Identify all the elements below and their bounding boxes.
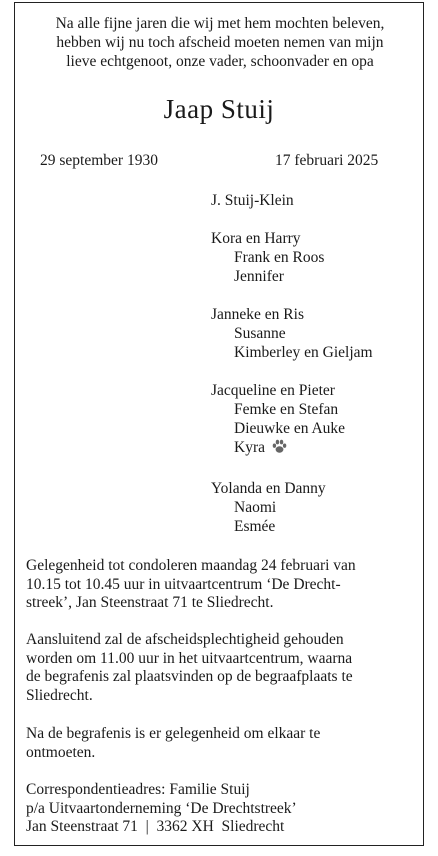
family-parent: Kora en Harry	[211, 230, 301, 247]
intro-text	[27, 14, 413, 71]
condolence-paragraph	[26, 557, 413, 613]
family-group	[211, 305, 373, 362]
family-group	[211, 229, 373, 286]
paragraph-line: Sliedrecht.	[26, 686, 93, 704]
family-group	[211, 479, 373, 536]
family-child: Femke en Stefan	[234, 401, 339, 418]
death-date: 17 februari 2025	[275, 152, 379, 169]
deceased-name: Jaap Stuij	[163, 94, 275, 124]
after-funeral-paragraph	[26, 725, 413, 762]
family-group	[211, 381, 373, 460]
birth-date: 29 september 1930	[40, 152, 158, 169]
intro-line: lieve echtgenoot, onze vader, schoonvader en opa	[66, 53, 374, 70]
family-child: Frank en Roos	[234, 249, 325, 266]
family-child: Kimberley en Gieljam	[234, 344, 373, 361]
ceremony-paragraph	[26, 631, 413, 705]
family-child: Jennifer	[234, 268, 284, 285]
family-child-name: Kyra	[234, 439, 265, 456]
paw-print-icon	[271, 438, 288, 460]
paragraph-line: Na de begrafenis is er gelegenheid om elkaar te	[26, 725, 321, 742]
family-child: Naomi	[234, 499, 277, 516]
family-parent: Yolanda en Danny	[211, 480, 326, 497]
paragraph-line: streek’, Jan Steenstraat 71 te Sliedrecht.	[26, 594, 274, 611]
paragraph-line: ontmoeten.	[26, 743, 96, 761]
correspondence-address	[26, 781, 413, 837]
family-parent: Janneke en Ris	[211, 306, 304, 323]
family-child-with-pet	[211, 438, 373, 460]
paragraph-line: Gelegenheid tot condoleren maandag 24 februari van	[26, 557, 356, 574]
paragraph-line: Jan Steenstraat 71 | 3362 XH Sliedrecht	[26, 818, 285, 835]
family-child: Susanne	[234, 325, 286, 342]
spouse-name: J. Stuij-Klein	[211, 192, 294, 209]
paragraph-line: worden om 11.00 uur in het uitvaartcentrum, waarna	[26, 649, 353, 667]
spouse-group	[211, 191, 373, 210]
family-parent: Jacqueline en Pieter	[211, 382, 335, 399]
intro-line: Na alle fijne jaren die wij met hem mochten beleven,	[55, 15, 385, 32]
paragraph-line: Correspondentieadres: Familie Stuij	[26, 781, 250, 798]
intro-line: hebben wij nu toch afscheid moeten nemen van mijn	[56, 34, 384, 51]
paragraph-line: p/a Uitvaartonderneming ‘De Drechtstreek’	[26, 799, 297, 817]
family-list	[211, 191, 373, 555]
paragraph-line: de begrafenis zal plaatsvinden op de begraafplaats te	[26, 668, 353, 685]
family-child: Esmée	[234, 518, 276, 535]
paragraph-line: 10.15 tot 10.45 uur in uitvaartcentrum ‘De Drecht-	[26, 575, 341, 593]
paragraph-line: Aansluitend zal de afscheidsplechtigheid gehouden	[26, 631, 344, 648]
family-child: Dieuwke en Auke	[234, 420, 346, 437]
